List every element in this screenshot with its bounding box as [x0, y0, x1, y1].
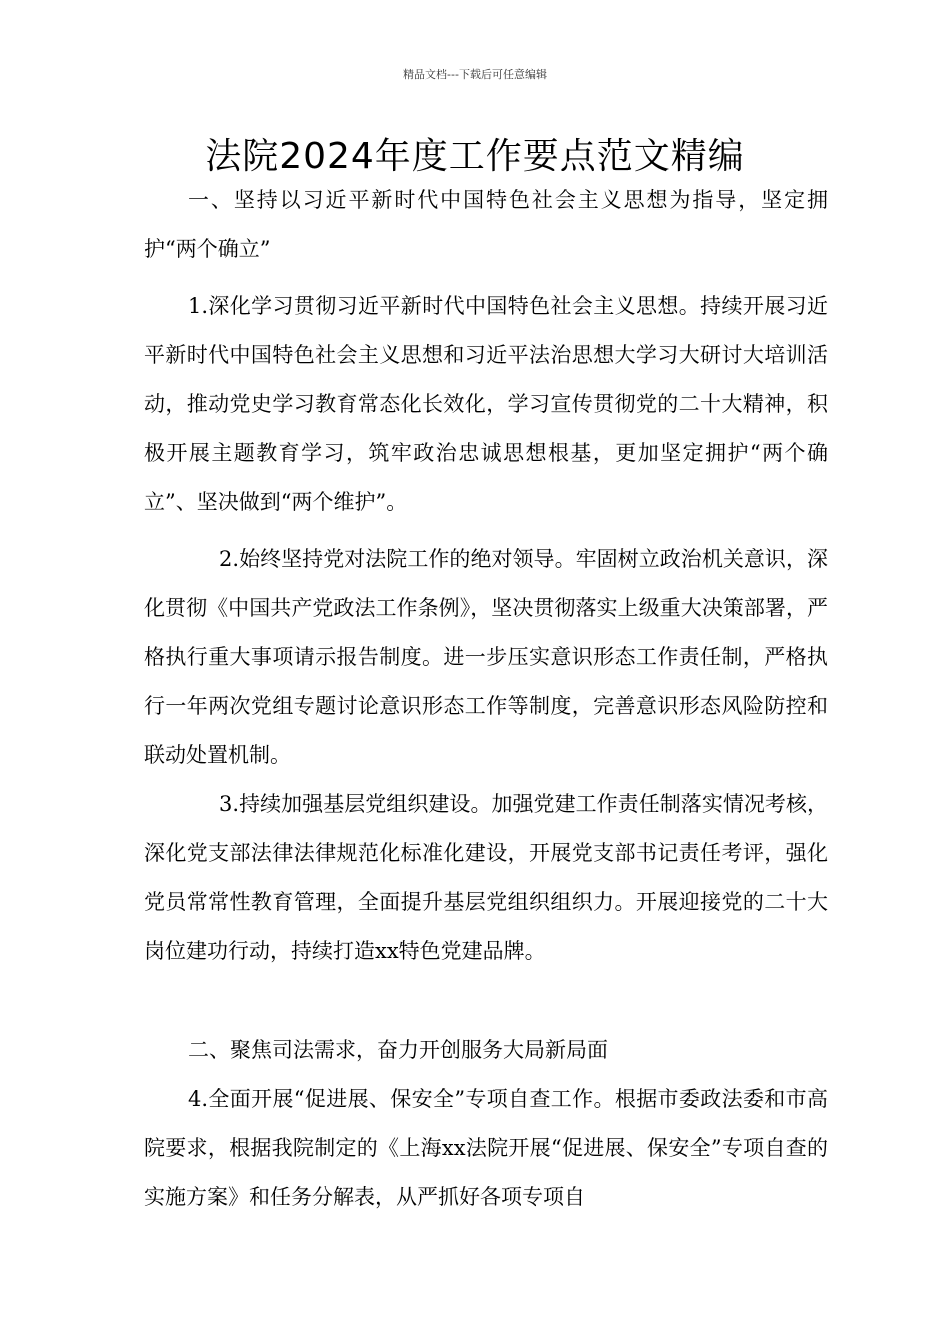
paragraph-4: 4.全面开展“促进展、保安全”专项自查工作。根据市委政法委和市高院要求，根据我院制定的《上海xx法院开展“促进展、保安全”专项自查的实施方案》和任务分解表，从严抓好各项专项自	[144, 1087, 828, 1209]
section-heading-1: 一、坚持以习近平新时代中国特色社会主义思想为指导，坚定拥护“两个确立”	[144, 188, 828, 261]
paragraph-2: 2.始终坚持党对法院工作的绝对领导。牢固树立政治机关意识，深化贯彻《中国共产党政法工作条例》，坚决贯彻落实上级重大决策部署，严格执行重大事项请示报告制度。进一步压实意识形态工作责任制，严格执行一年两次党组专题讨论意识形态工作等制度，完善意识形态风险防控和联动处置机制。	[144, 547, 828, 767]
paragraph-3: 3.持续加强基层党组织建设。加强党建工作责任制落实情况考核，深化党支部法律法律规范化标准化建设，开展党支部书记责任考评，强化党员常常性教育管理，全面提升基层党组织组织力。开展迎接党的二十大岗位建功行动，持续打造xx特色党建品牌。	[144, 792, 828, 963]
paragraph-1: 1.深化学习贯彻习近平新时代中国特色社会主义思想。持续开展习近平新时代中国特色社会主义思想和习近平法治思想大学习大研讨大培训活动，推动党史学习教育常态化长效化，学习宣传贯彻党的二十大精神，积极开展主题教育学习，筑牢政治忠诚思想根基，更加坚定拥护“两个确立”、坚决做到“两个维护”。	[144, 294, 828, 514]
document-title: 法院2024年度工作要点范文精编	[205, 136, 745, 177]
document-body	[144, 176, 828, 1222]
section-heading-2: 二、聚焦司法需求，奋力开创服务大局新局面	[188, 1038, 608, 1062]
header-note: 精品文档---下载后可任意编辑	[403, 68, 547, 81]
